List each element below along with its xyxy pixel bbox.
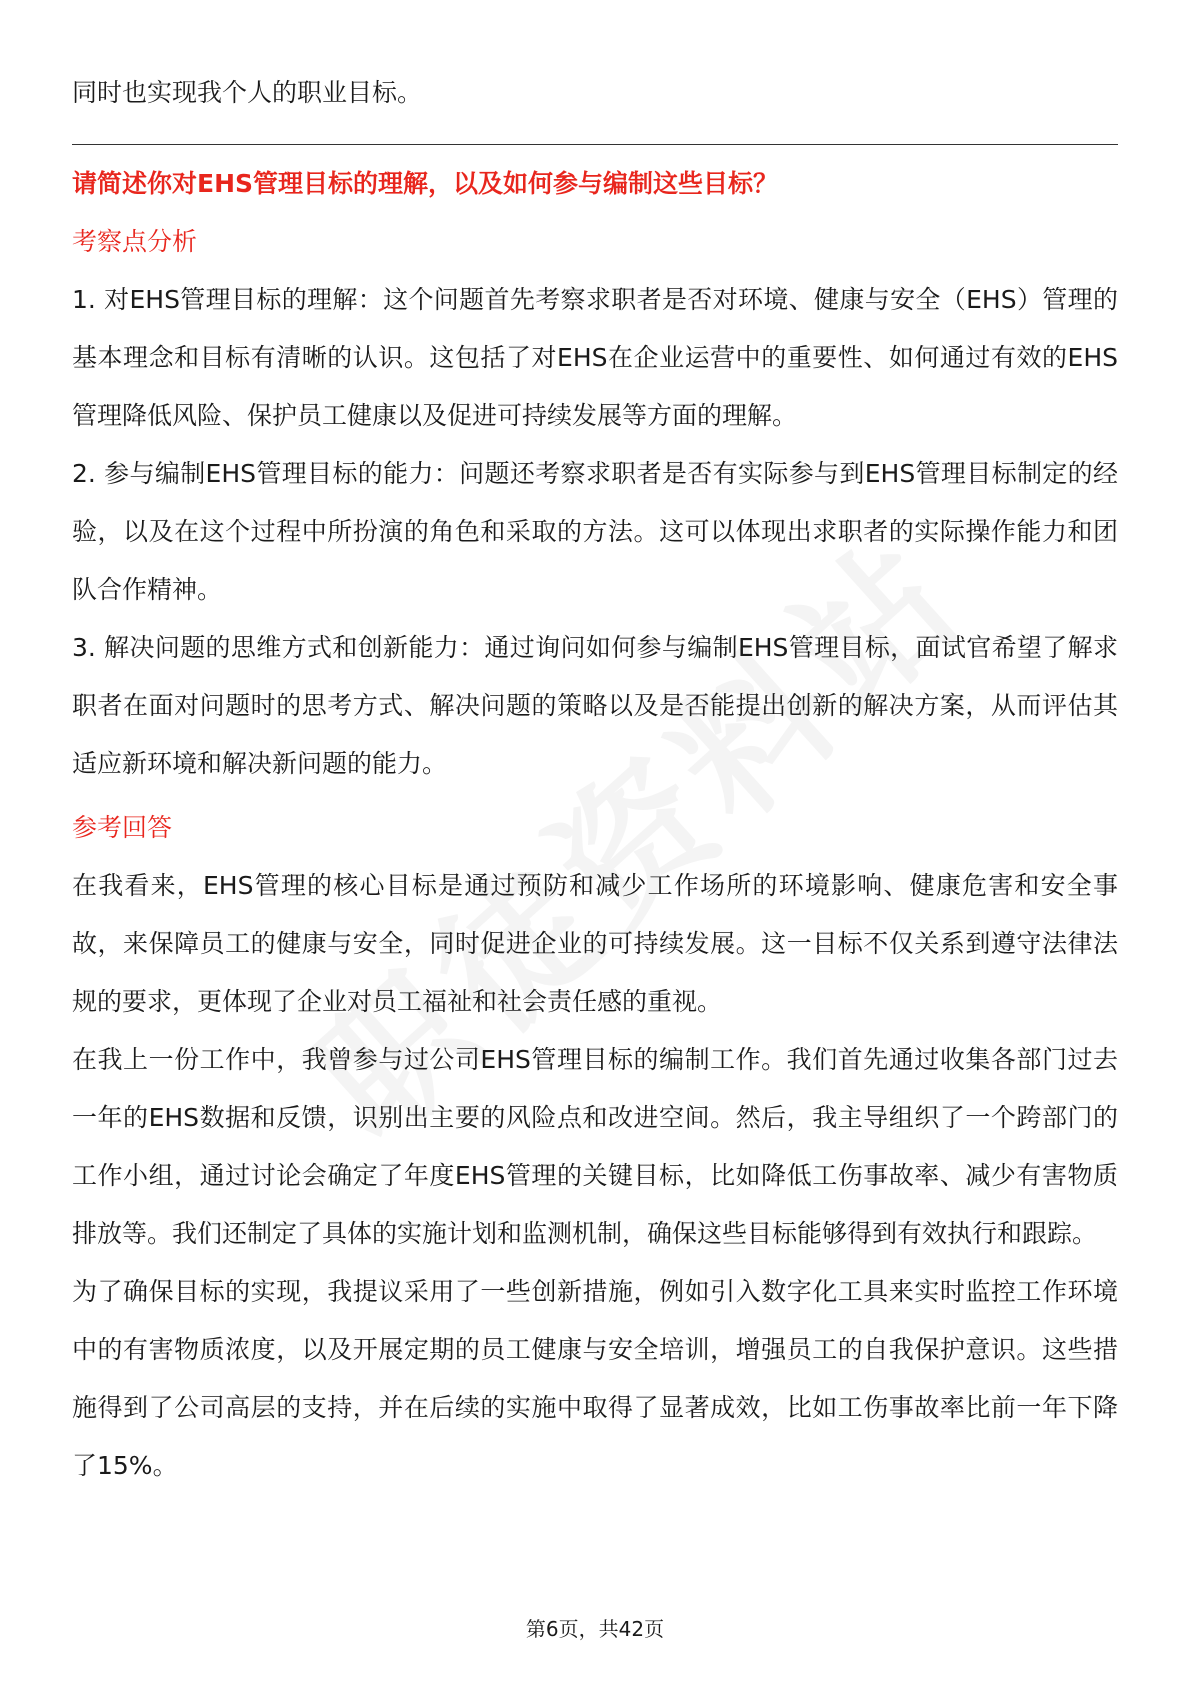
analysis-item-3: 3. 解决问题的思维方式和创新能力：通过询问如何参与编制EHS管理目标，面试官希望了解求职者在面对问题时的思考方式、解决问题的策略以及是否能提出创新的解决方案，从而评估其适应新环境和解决新问题的能力。	[72, 633, 1118, 778]
analysis-title: 考察点分析	[72, 227, 198, 256]
answer-paragraph-2: 在我上一份工作中，我曾参与过公司EHS管理目标的编制工作。我们首先通过收集各部门过去一年的EHS数据和反馈，识别出主要的风险点和改进空间。然后，我主导组织了一个跨部门的工作小组，通过讨论会确定了年度EHS管理的关键目标，比如降低工伤事故率、减少有害物质排放等。我们还制定了具体的实施计划和监测机制，确保这些目标能够得到有效执行和跟踪。	[72, 1045, 1118, 1248]
divider	[72, 144, 1118, 145]
page-content	[72, 64, 1118, 1495]
answer-paragraph-3: 为了确保目标的实现，我提议采用了一些创新措施，例如引入数字化工具来实时监控工作环境中的有害物质浓度，以及开展定期的员工健康与安全培训，增强员工的自我保护意识。这些措施得到了公司高层的支持，并在后续的实施中取得了显著成效，比如工伤事故率比前一年下降了15%。	[72, 1277, 1118, 1480]
question-title: 请简述你对EHS管理目标的理解，以及如何参与编制这些目标？	[72, 169, 779, 198]
analysis-item-1: 1. 对EHS管理目标的理解：这个问题首先考察求职者是否对环境、健康与安全（EHS）管理的基本理念和目标有清晰的认识。这包括了对EHS在企业运营中的重要性、如何通过有效的EHS管理降低风险、保护员工健康以及促进可持续发展等方面的理解。	[72, 285, 1118, 430]
intro-line: 同时也实现我个人的职业目标。	[72, 78, 423, 107]
answer-title: 参考回答	[72, 813, 173, 842]
analysis-item-2: 2. 参与编制EHS管理目标的能力：问题还考察求职者是否有实际参与到EHS管理目标制定的经验，以及在这个过程中所扮演的角色和采取的方法。这可以体现出求职者的实际操作能力和团队合作精神。	[72, 459, 1118, 604]
answer-paragraph-1: 在我看来，EHS管理的核心目标是通过预防和减少工作场所的环境影响、健康危害和安全事故，来保障员工的健康与安全，同时促进企业的可持续发展。这一目标不仅关系到遵守法律法规的要求，更体现了企业对员工福祉和社会责任感的重视。	[72, 871, 1118, 1016]
page-number: 第6页，共42页	[525, 1617, 665, 1641]
